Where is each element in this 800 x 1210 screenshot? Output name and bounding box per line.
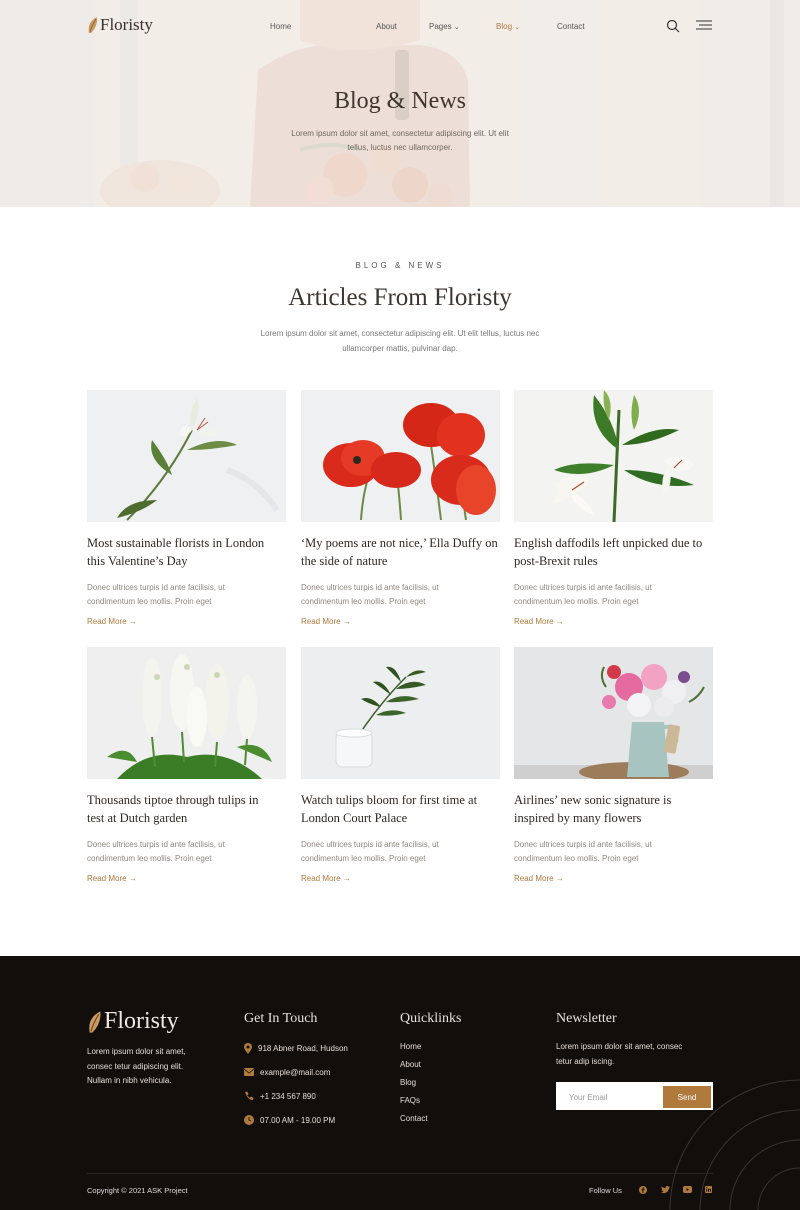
arrow-right-icon: →	[555, 874, 564, 883]
follow-us-label: Follow Us	[589, 1186, 622, 1195]
article-title[interactable]	[514, 534, 713, 574]
footer-brand-name: Floristy	[104, 1008, 179, 1034]
read-more-link[interactable]	[514, 617, 564, 626]
footer-brand	[87, 1008, 186, 1089]
footer-link-home[interactable]: Home	[400, 1042, 422, 1051]
top-navigation	[0, 0, 800, 54]
read-more-label: Read More	[514, 874, 554, 883]
article-title-line: Airlines’ new sonic signature is	[514, 793, 672, 807]
arrow-right-icon: →	[342, 874, 351, 883]
article-card	[301, 390, 500, 629]
read-more-link[interactable]	[87, 874, 137, 883]
article-image-bouquet[interactable]	[514, 647, 713, 779]
article-excerpt-line: Donec ultrices turpis id ante facilisis, ut	[514, 840, 652, 849]
read-more-link[interactable]	[87, 617, 137, 626]
footer-about-line: Nullam in nibh vehicula.	[87, 1076, 172, 1085]
footer-divider	[87, 1173, 713, 1174]
article-card	[87, 647, 286, 886]
article-excerpt	[301, 838, 500, 868]
hero-subtitle-line: tellus, luctus nec ullamcorper.	[347, 143, 453, 152]
footer-link-about[interactable]: About	[400, 1060, 421, 1069]
article-image-lily[interactable]	[87, 390, 286, 522]
article-excerpt-line: Donec ultrices turpis id ante facilisis, ut	[87, 583, 225, 592]
footer-about-line: consec tetur adipiscing elit.	[87, 1061, 184, 1071]
article-title-line: the side of nature	[301, 554, 388, 568]
footer-link-contact[interactable]: Contact	[400, 1114, 428, 1123]
article-excerpt-line: Donec ultrices turpis id ante facilisis, ut	[301, 840, 439, 849]
read-more-label: Read More	[301, 617, 341, 626]
footer-phone[interactable]	[244, 1090, 348, 1102]
clock-icon	[244, 1115, 254, 1125]
article-title-line: English daffodils left unpicked due to	[514, 536, 703, 550]
footer-newsletter-line: tetur adip iscing.	[556, 1056, 615, 1066]
nav-item-pages[interactable]	[429, 22, 496, 31]
footer-newsletter-text	[556, 1040, 682, 1069]
footer-newsletter	[556, 1011, 682, 1069]
article-excerpt	[87, 838, 286, 868]
article-excerpt-line: Donec ultrices turpis id ante facilisis, ut	[301, 583, 439, 592]
nav-item-about[interactable]: About	[376, 22, 397, 31]
article-excerpt-line: Donec ultrices turpis id ante facilisis, ut	[514, 583, 652, 592]
footer-about-text	[87, 1045, 186, 1089]
footer-quicklinks-title: Quicklinks	[400, 1011, 462, 1026]
site-footer	[0, 956, 800, 1210]
youtube-icon[interactable]	[683, 1186, 692, 1193]
hero-subtitle-line: Lorem ipsum dolor sit amet, consectetur adipiscing elit. Ut elit	[291, 129, 509, 138]
copyright-text: Copyright © 2021 ASK Project	[87, 1186, 188, 1195]
footer-link-blog[interactable]: Blog	[400, 1078, 417, 1087]
section-subtitle	[240, 326, 560, 356]
palm-leaf-photo	[301, 647, 500, 779]
article-excerpt-line: condimentum leo mollis. Proin eget	[301, 597, 426, 606]
article-title-line: Thousands tiptoe through tulips in	[87, 793, 259, 807]
map-pin-icon	[244, 1043, 252, 1054]
chevron-down-icon: ⌄	[514, 24, 521, 31]
arrow-right-icon: →	[555, 617, 564, 626]
section-kicker: BLOG & NEWS	[355, 261, 445, 270]
arrow-right-icon: →	[128, 617, 137, 626]
section-subtitle-line: Lorem ipsum dolor sit amet, consectetur adipiscing elit. Ut elit tellus, luctus nec	[260, 329, 540, 338]
article-excerpt-line: condimentum leo mollis. Proin eget	[87, 597, 212, 606]
article-excerpt	[87, 581, 286, 611]
read-more-label: Read More	[301, 874, 341, 883]
article-title-line: Watch tulips bloom for first time at	[301, 793, 478, 807]
article-excerpt-line: condimentum leo mollis. Proin eget	[514, 597, 639, 606]
facebook-icon[interactable]	[639, 1186, 647, 1194]
nav-menu	[270, 22, 585, 31]
article-excerpt	[514, 581, 713, 611]
article-image-lilies[interactable]	[514, 390, 713, 522]
article-title-line: test at Dutch garden	[87, 811, 188, 825]
footer-hours	[244, 1114, 348, 1126]
footer-email-text: example@mail.com	[260, 1067, 331, 1077]
article-card	[514, 647, 713, 886]
article-card	[514, 390, 713, 629]
article-excerpt	[514, 838, 713, 868]
leaf-logo-icon	[87, 16, 99, 34]
article-title-line: ‘My poems are not nice,’ Ella Duffy on	[301, 536, 498, 550]
section-title: Articles From Floristy	[288, 284, 512, 311]
brand-name: Floristy	[100, 15, 153, 34]
article-excerpt-line: Donec ultrices turpis id ante facilisis, ut	[87, 840, 225, 849]
menu-icon[interactable]	[696, 20, 713, 31]
article-title[interactable]	[514, 791, 713, 831]
white-flowers-photo	[87, 647, 286, 779]
newsletter-send-button[interactable]: Send	[663, 1086, 711, 1108]
footer-address	[244, 1042, 348, 1054]
envelope-icon	[244, 1068, 254, 1076]
chevron-down-icon: ⌄	[453, 24, 460, 31]
footer-quicklinks	[400, 1011, 461, 1132]
article-title-line: Most sustainable florists in London	[87, 536, 265, 550]
nav-item-blog-label: Blog	[496, 22, 513, 31]
footer-link-faqs[interactable]: FAQs	[400, 1096, 421, 1105]
newsletter-email-input[interactable]	[563, 1088, 659, 1106]
article-card	[87, 390, 286, 629]
article-title[interactable]	[87, 791, 286, 831]
footer-hours-text: 07.00 AM - 19.00 PM	[260, 1115, 336, 1125]
read-more-link[interactable]	[514, 874, 564, 883]
hero-banner	[0, 0, 800, 207]
phone-icon	[244, 1091, 254, 1101]
footer-newsletter-title: Newsletter	[556, 1011, 617, 1026]
arrow-right-icon: →	[342, 617, 351, 626]
lily-photo	[87, 390, 286, 522]
article-title[interactable]	[301, 534, 500, 574]
newsletter-form	[556, 1082, 713, 1110]
nav-item-blog[interactable]	[496, 22, 557, 31]
article-title-line: this Valentine’s Day	[87, 554, 188, 568]
arrow-right-icon: →	[128, 874, 137, 883]
hero-subtitle	[270, 124, 530, 157]
article-title-line: inspired by many flowers	[514, 811, 642, 825]
read-more-label: Read More	[87, 617, 127, 626]
article-image-stocks[interactable]	[87, 647, 286, 779]
read-more-link[interactable]	[301, 617, 351, 626]
footer-logo[interactable]	[87, 1008, 186, 1035]
search-icon[interactable]	[666, 19, 680, 33]
nav-item-pages-label: Pages	[429, 22, 452, 31]
article-title-line: post-Brexit rules	[514, 554, 598, 568]
footer-phone-text: +1 234 567 890	[260, 1091, 316, 1101]
lilies-photo	[514, 390, 713, 522]
footer-address-text: 918 Abner Road, Hudson	[258, 1043, 348, 1053]
article-excerpt-line: condimentum leo mollis. Proin eget	[301, 854, 426, 863]
section-subtitle-line: ullamcorper mattis, pulvinar dap.	[342, 344, 458, 353]
poppies-photo	[301, 390, 500, 522]
article-excerpt	[301, 581, 500, 611]
article-image-palm[interactable]	[301, 647, 500, 779]
footer-contact-title: Get In Touch	[244, 1011, 318, 1026]
twitter-icon[interactable]	[661, 1186, 670, 1194]
footer-newsletter-line: Lorem ipsum dolor sit amet, consec	[556, 1042, 683, 1051]
read-more-label: Read More	[87, 874, 127, 883]
nav-item-home[interactable]: Home	[270, 22, 292, 31]
article-title[interactable]	[301, 791, 500, 831]
article-card	[301, 647, 500, 886]
nav-item-contact[interactable]: Contact	[557, 22, 585, 31]
page-title: Blog & News	[334, 88, 466, 114]
footer-contact	[244, 1011, 348, 1126]
article-excerpt-line: condimentum leo mollis. Proin eget	[87, 854, 212, 863]
article-excerpt-line: condimentum leo mollis. Proin eget	[514, 854, 639, 863]
article-title[interactable]	[87, 534, 286, 574]
brand-logo[interactable]	[87, 15, 153, 35]
read-more-label: Read More	[514, 617, 554, 626]
bouquet-vase-photo	[514, 647, 713, 779]
article-title-line: London Court Palace	[301, 811, 408, 825]
leaf-logo-icon	[87, 1009, 103, 1035]
footer-about-line: Lorem ipsum dolor sit amet,	[87, 1047, 186, 1056]
article-image-poppies[interactable]	[301, 390, 500, 522]
read-more-link[interactable]	[301, 874, 351, 883]
linkedin-icon[interactable]	[705, 1186, 712, 1193]
footer-email[interactable]	[244, 1066, 348, 1078]
